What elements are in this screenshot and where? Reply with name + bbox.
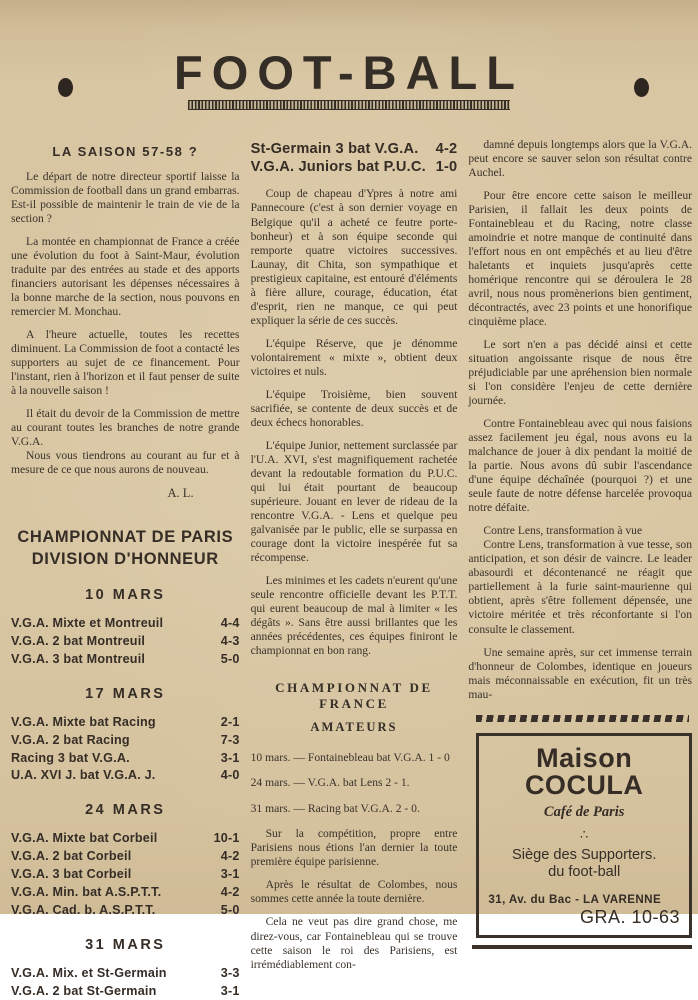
- match-score: 5-0: [220, 651, 240, 666]
- match-label: V.G.A. 2 bat Racing: [11, 732, 130, 747]
- match-score: 5-0: [220, 902, 240, 917]
- paragraph: damné depuis longtemps alors que la V.G.A. peut encore se sauver selon son résultat contre Auchel.: [468, 138, 692, 180]
- match-label: V.G.A. 2 bat St-Germain: [11, 983, 157, 998]
- paragraph: Pour être encore cette saison le meilleur Parisien, il fallait les deux points de Fontainebleau et du Racing, notre classe amoindrie et notre manque de continuité dans l'effort nous en ont empêchés et au lieu d'être haletants et inquiets jusqu'après cette homérique rencontre qui se déroulera le 28 avril, nous nous promènerions bien gentiment, décontractés, avec 23 points et une honorifique cinquième place.: [468, 189, 692, 329]
- championnat-paris-title: [11, 527, 240, 570]
- match-score: 10-1: [213, 831, 240, 846]
- match-label: U.A. XVI J. bat V.G.A. J.: [11, 768, 156, 783]
- three-dots-ornament-icon: ∴: [580, 826, 589, 842]
- paragraph: Après le résultat de Colombes, nous sommes cette année la toute dernière.: [250, 878, 458, 906]
- date-heading: 17 MARS: [85, 685, 166, 702]
- page-title: FOOT-BALL: [174, 46, 524, 99]
- match-score: 3-1: [220, 750, 240, 765]
- paragraph: Contre Lens, transformation à vue tesse, son anticipation, et son désir de vaincre. Le leader abasourdi et décontenancé ne réagit que partiellement à la furie saint-maurienne qui obtient, après s'être follement dépensée, une victoire méritée et très réconfortante si l'on consulte le classement.: [468, 538, 692, 636]
- column-left: [11, 138, 240, 1000]
- match-score: 2-1: [220, 714, 240, 729]
- match-label: V.G.A. Cad. b. A.S.P.T.T.: [11, 902, 156, 917]
- result-row: [11, 633, 240, 651]
- match-label: V.G.A. 3 bat Corbeil: [11, 867, 132, 882]
- paragraph: Contre Fontainebleau avec qui nous faisions assez facilement jeu égal, nous avons eu la malchance de jouer à dix pendant la moitié de la partie. Nous avons dû subir l'ascendance d'une équipe déchaînée (pourquoi ?) et une seule faute de notre défense harcelée provoqua notre défaite.: [468, 417, 692, 515]
- date-heading: 10 MARS: [85, 587, 166, 604]
- column-right: [468, 138, 692, 949]
- paragraph: Le départ de notre directeur sportif laisse la Commission de football dans un grand embarras. Est-il possible de maintenir le train de vie de la section ?: [11, 170, 240, 226]
- title-underline-rule: [188, 100, 510, 110]
- match-label: V.G.A. 2 bat Montreuil: [11, 634, 146, 649]
- result-row: [11, 965, 240, 983]
- result-row: [11, 866, 240, 884]
- column-middle: [251, 138, 458, 981]
- result-row: [11, 651, 240, 669]
- match-label: Racing 3 bat V.G.A.: [11, 750, 130, 765]
- headline-row: [251, 140, 458, 158]
- advert-maison-cocula: [476, 733, 692, 939]
- fixture-line: 31 mars. — Racing bat V.G.A. 2 - 0.: [250, 801, 420, 815]
- columns: [0, 130, 698, 1000]
- fixture-line: 24 mars. — V.G.A. bat Lens 2 - 1.: [250, 776, 410, 790]
- advert-address: 31, Av. du Bac - LA VARENNE: [488, 893, 662, 907]
- match-label: V.G.A. Mixte bat Corbeil: [11, 831, 158, 846]
- paragraph: La montée en championnat de France a créée une évolution du foot à Saint-Maur, évolution traduite par des entrées au stade et des apports financiers autorisant les dépenses nécessaires à la bonne marche de la section, nous pouvons en remercier M. Monchau.: [11, 235, 240, 319]
- advert-subtitle: Café de Paris: [543, 803, 625, 820]
- author-initials: A. L.: [167, 486, 194, 501]
- paragraph: L'équipe Réserve, que je dénomme volontairement « mixte », obtient deux victoires et nuls.: [250, 336, 458, 378]
- result-row: [11, 983, 240, 1000]
- headline-match: St-Germain 3 bat V.G.A.: [250, 141, 419, 157]
- paragraph: Les minimes et les cadets n'eurent qu'une seule rencontre officielle devant les P.T.T. qui eurent beaucoup de mal à limiter « les dégâts ». Sans être aussi brillantes que les années précédentes, ces équipes finiront le championnat en bon rang.: [250, 573, 458, 657]
- result-row: [11, 714, 240, 732]
- headline-score: 4-2: [435, 141, 458, 157]
- masthead: [0, 0, 698, 130]
- match-score: 4-4: [220, 616, 240, 631]
- match-score: 3-1: [220, 867, 240, 882]
- match-score: 4-3: [220, 634, 240, 649]
- match-label: V.G.A. Mixte et Montreuil: [11, 616, 164, 631]
- match-label: V.G.A. Mix. et St-Germain: [11, 965, 167, 980]
- result-row: [11, 848, 240, 866]
- result-row: [11, 732, 240, 750]
- dashed-divider-rule: [476, 715, 689, 722]
- paragraph: L'équipe Junior, nettement surclassée par l'U.A. XVI, s'est magnifiquement rachetée devant la redoutable formation du P.U.C. qui lui était pourtant de beaucoup supérieure. Jouant en lever de rideau de la rencontre V.G.A. - Lens et quelque peu galvanisée par le public, elle se surpassa en courage dont la victoire inespérée fut sa récompense.: [250, 438, 458, 564]
- headline-match: V.G.A. Juniors bat P.U.C.: [250, 159, 426, 176]
- match-score: 4-2: [220, 849, 240, 864]
- paragraph: Cela ne veut pas dire grand chose, me direz-vous, car Fontainebleau qui se trouve cette saison le roi des Parisiens, est irrémédiablement con-: [250, 915, 458, 971]
- result-row: [11, 767, 240, 785]
- headline-results: [251, 140, 458, 176]
- result-row: [11, 902, 240, 920]
- headline-row: [251, 158, 458, 176]
- masthead-dot-left-icon: [58, 78, 73, 97]
- advert-phone: GRA. 10-63: [579, 907, 680, 928]
- paragraph: Il était du devoir de la Commission de mettre au courant toutes les branches de notre grande V.G.A.: [11, 407, 240, 449]
- fixture-line: 10 mars. — Fontainebleau bat V.G.A. 1 - 0: [250, 750, 450, 764]
- match-score: 3-3: [220, 965, 240, 980]
- paragraph: L'équipe Troisième, bien souvent sacrifiée, se contente de deux succès et de deux échecs honorables.: [250, 387, 458, 429]
- headline-score: 1-0: [435, 159, 458, 176]
- match-label: V.G.A. Min. bat A.S.P.T.T.: [11, 884, 162, 899]
- masthead-dot-right-icon: [634, 78, 649, 97]
- result-row: [11, 884, 240, 902]
- championnat-france-title: CHAMPIONNAT DE FRANCE: [275, 679, 433, 711]
- date-heading: 31 MARS: [85, 936, 166, 953]
- paragraph: Une semaine après, sur cet immense terrain d'honneur de Colombes, identique en joueurs mais méconnaissable en exécution, fit un très mau-: [468, 645, 692, 701]
- advert-line1: Siège des Supporters.: [511, 846, 657, 863]
- result-row: [11, 750, 240, 768]
- advert-line2: du foot-ball: [548, 864, 621, 881]
- match-score: 3-1: [220, 983, 240, 998]
- paragraph-duplicated-line: Contre Lens, transformation à vue: [483, 524, 643, 538]
- date-heading: 24 MARS: [85, 802, 166, 819]
- section-title-saison: LA SAISON 57-58 ?: [52, 144, 199, 159]
- thick-bottom-rule: [472, 945, 692, 949]
- result-row: [11, 615, 240, 633]
- match-label: V.G.A. 2 bat Corbeil: [11, 849, 132, 864]
- match-score: 4-0: [220, 768, 240, 783]
- paragraph: A l'heure actuelle, toutes les recettes diminuent. La Commission de foot a contacté les supporters au sujet de ce financement. Pour l'instant, rien à l'horizon et il faut penser de suite à la nouvelle saison !: [11, 328, 240, 398]
- championnat-france-subtitle: AMATEURS: [310, 719, 398, 734]
- result-row: [11, 830, 240, 848]
- match-label: V.G.A. 3 bat Montreuil: [11, 651, 146, 666]
- paragraph: Le sort n'en a pas décidé ainsi et cette situation angoissante risque de nous être préjudiciable par une apréhension bien normale si l'on considère l'enjeu de cette dernière journée.: [468, 338, 692, 408]
- match-label: V.G.A. Mixte bat Racing: [11, 714, 156, 729]
- match-score: 7-3: [220, 732, 240, 747]
- paragraph: Nous vous tiendrons au courant au fur et à mesure de ce que nous aurons de nouveau.: [11, 449, 240, 477]
- championnat-paris-line2: DIVISION D'HONNEUR: [31, 549, 219, 568]
- advert-name: Maison COCULA: [524, 742, 644, 800]
- championnat-paris-line1: CHAMPIONNAT DE PARIS: [17, 528, 234, 547]
- paragraph: Coup de chapeau d'Ypres à notre ami Pannecoure (c'est à son dernier voyage en Belgique qu'il a acheté ce feutre porte-bonheur) et à son équipe seconde qui remporte quatre victoires successives. Launay, dit Chita, son sympathique et prestigieux capitaine, est entouré d'éléments à fière allure, courage, éducation, état d'esprit, rien ne manque, ce qui peut expliquer la série de ces succès.: [250, 187, 458, 327]
- match-score: 4-2: [220, 884, 240, 899]
- paragraph: Sur la compétition, propre entre Parisiens nous étions l'an dernier la toute première équipe parisienne.: [250, 827, 458, 869]
